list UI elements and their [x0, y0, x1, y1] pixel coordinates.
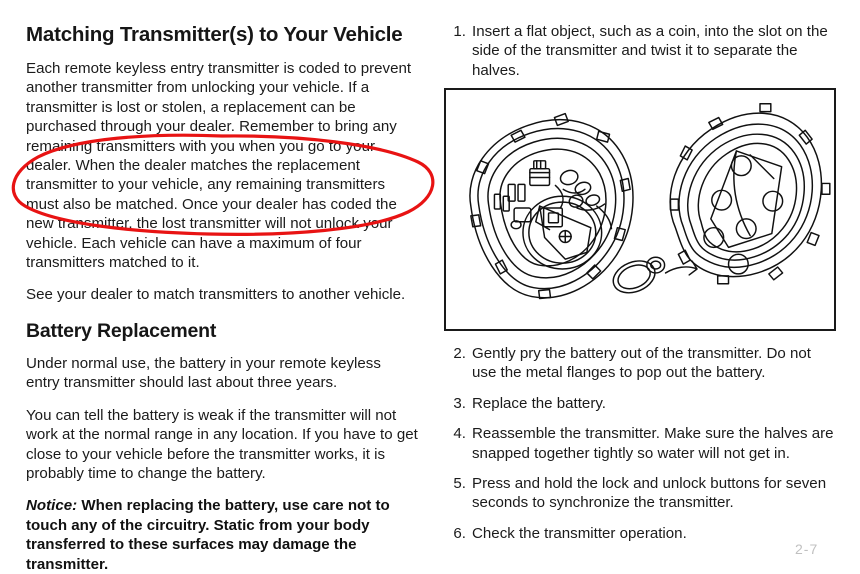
transmitter-illustration [444, 88, 836, 331]
steps-list-bottom [444, 344, 838, 543]
page-number: 2-7 [795, 541, 819, 557]
step-text: Insert a flat object, such as a coin, into the slot on the side of the transmitter and twist it to separate the halves. [472, 23, 828, 79]
list-item [444, 344, 838, 383]
page-title: Matching Transmitter(s) to Your Vehicle [26, 23, 403, 46]
step-number: 6. [453, 524, 466, 542]
list-item [444, 424, 838, 463]
step-number: 4. [453, 425, 466, 443]
list-item [444, 474, 838, 513]
step-number: 1. [453, 23, 466, 40]
notice-label: Notice: [26, 497, 78, 515]
notice-block [26, 496, 418, 574]
list-item [444, 394, 838, 413]
steps-list-top [444, 22, 838, 80]
right-column [444, 22, 838, 80]
paragraph-battery-life: Under normal use, the battery in your remote keyless entry transmitter should last about three years. [26, 354, 381, 392]
step-number: 3. [453, 394, 466, 412]
list-item [444, 524, 838, 543]
step-text: Press and hold the lock and unlock buttons for seven seconds to synchronize the transmitter. [472, 475, 827, 512]
heading-battery-replacement: Battery Replacement [26, 319, 217, 342]
step-text: Gently pry the battery out of the transmitter. Do not use the metal flanges to pop out the battery. [472, 345, 811, 382]
step-number: 2. [453, 345, 466, 362]
paragraph-weak-battery: You can tell the battery is weak if the transmitter will not work at the normal range in any location. If you have to get close to your vehicle before the transmitter works, it is probably time to change the battery. [26, 406, 418, 482]
key-fob-line-art [446, 90, 834, 329]
left-column [26, 22, 418, 574]
step-number: 5. [453, 475, 466, 493]
step-text: Replace the battery. [472, 394, 606, 412]
paragraph-matching-transmitters: Each remote keyless entry transmitter is coded to prevent another transmitter from unlocking your vehicle. If a transmitter is lost or stolen, a replacement can be purchased through your dealer. Remember to bring any remaining transmitters with you when you go to your dealer. When the dealer matches the replacement transmitter to your vehicle, any remaining transmitters must also be matched. Once your dealer has coded the new transmitter, the lost transmitter will not unlock your vehicle. Each vehicle can have a maximum of four transmitters matched to it. [26, 60, 412, 272]
right-column-lower [444, 344, 838, 543]
step-text: Reassemble the transmitter. Make sure the halves are snapped together tightly so water will not get in. [472, 425, 834, 462]
notice-body: When replacing the battery, use care not to touch any of the circuitry. Static from your body transferred to these surfaces may damage the transmitter. [26, 497, 390, 573]
step-text: Check the transmitter operation. [472, 524, 687, 542]
list-item [444, 22, 838, 80]
paragraph-see-dealer: See your dealer to match transmitters to another vehicle. [26, 286, 406, 304]
